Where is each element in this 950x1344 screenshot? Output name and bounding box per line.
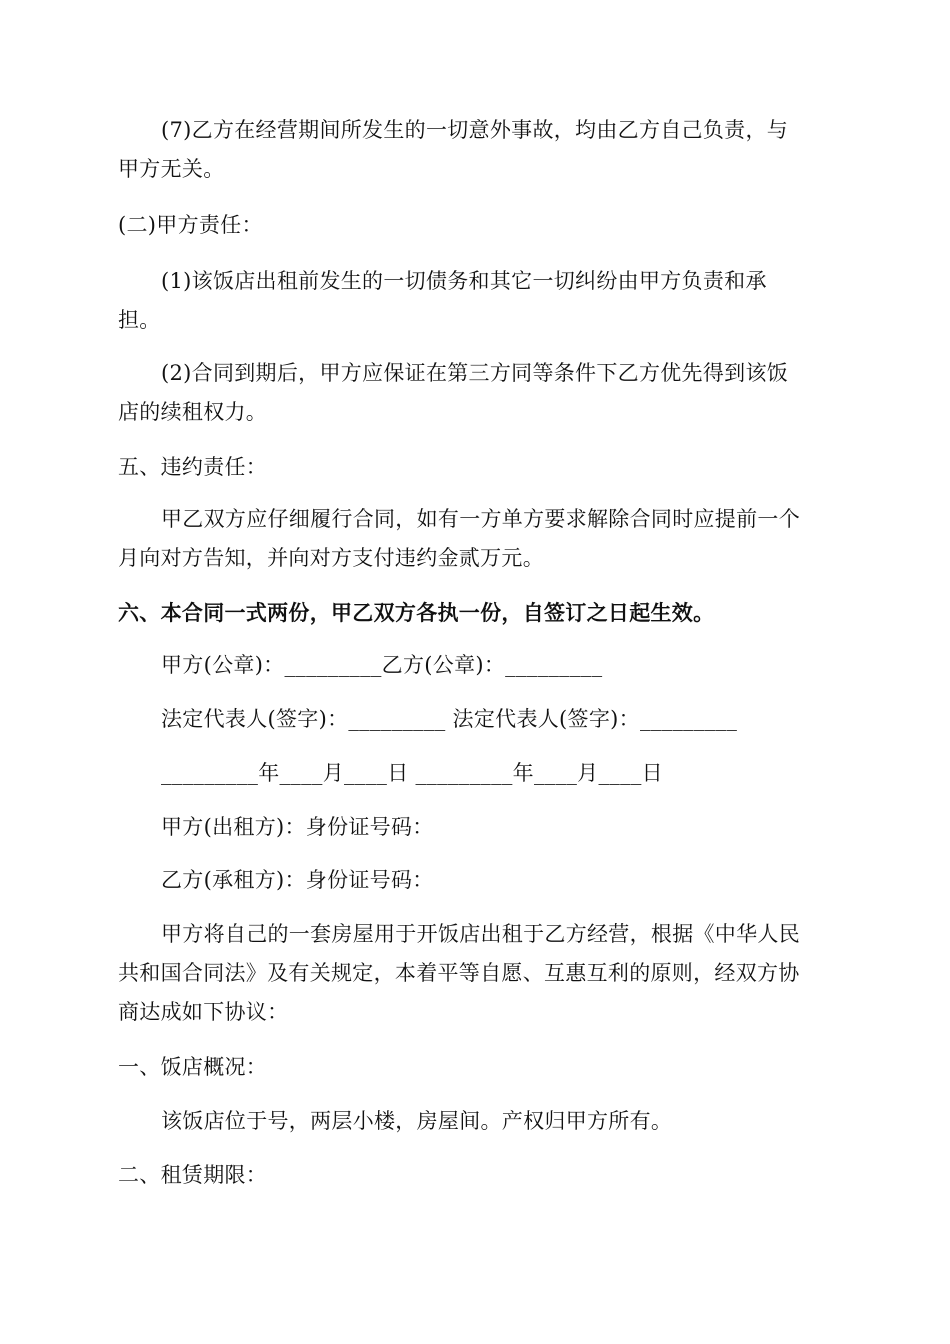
signature-representative-line: 法定代表人(签字)：_________ 法定代表人(签字)：_________ (161, 707, 738, 731)
party-a-clause-1-line-2: 担。 (118, 308, 161, 332)
clause-7-line-1: (7)乙方在经营期间所发生的一切意外事故，均由乙方自己负责，与 (161, 118, 789, 142)
lessor-id-line: 甲方(出租方)：身份证号码： (161, 815, 434, 839)
lessee-id-line: 乙方(承租方)：身份证号码： (161, 868, 434, 892)
party-a-clause-2-line-2: 店的续租权力。 (118, 400, 268, 424)
section-heading-lease-term: 二、租赁期限： (118, 1163, 268, 1187)
party-a-clause-1-line-1: (1)该饭店出租前发生的一切债务和其它一切纠纷由甲方负责和承 (161, 269, 767, 293)
preamble-line-3: 商达成如下协议： (118, 1000, 289, 1024)
party-a-clause-2-line-1: (2)合同到期后，甲方应保证在第三方同等条件下乙方优先得到该饭 (161, 361, 789, 385)
signature-date-line: _________年____月____日 _________年____月____日 (161, 761, 663, 785)
preamble-line-1: 甲方将自己的一套房屋用于开饭店出租于乙方经营，根据《中华人民 (161, 922, 800, 946)
breach-paragraph-line-1: 甲乙双方应仔细履行合同，如有一方单方要求解除合同时应提前一个 (161, 507, 800, 531)
overview-paragraph: 该饭店位于号，两层小楼，房屋间。产权归甲方所有。 (161, 1109, 673, 1133)
breach-paragraph-line-2: 月向对方告知，并向对方支付违约金贰万元。 (118, 546, 544, 570)
section-heading-copies: 六、本合同一式两份，甲乙双方各执一份，自签订之日起生效。 (118, 600, 715, 625)
preamble-line-2: 共和国合同法》及有关规定，本着平等自愿、互惠互利的原则，经双方协 (118, 961, 800, 985)
section-heading-party-a-responsibility: (二)甲方责任： (118, 213, 263, 237)
section-heading-breach: 五、违约责任： (118, 455, 268, 479)
section-heading-overview: 一、饭店概况： (118, 1055, 268, 1079)
clause-7-line-2: 甲方无关。 (118, 157, 225, 181)
signature-seal-line: 甲方(公章)：_________乙方(公章)：_________ (161, 653, 603, 677)
